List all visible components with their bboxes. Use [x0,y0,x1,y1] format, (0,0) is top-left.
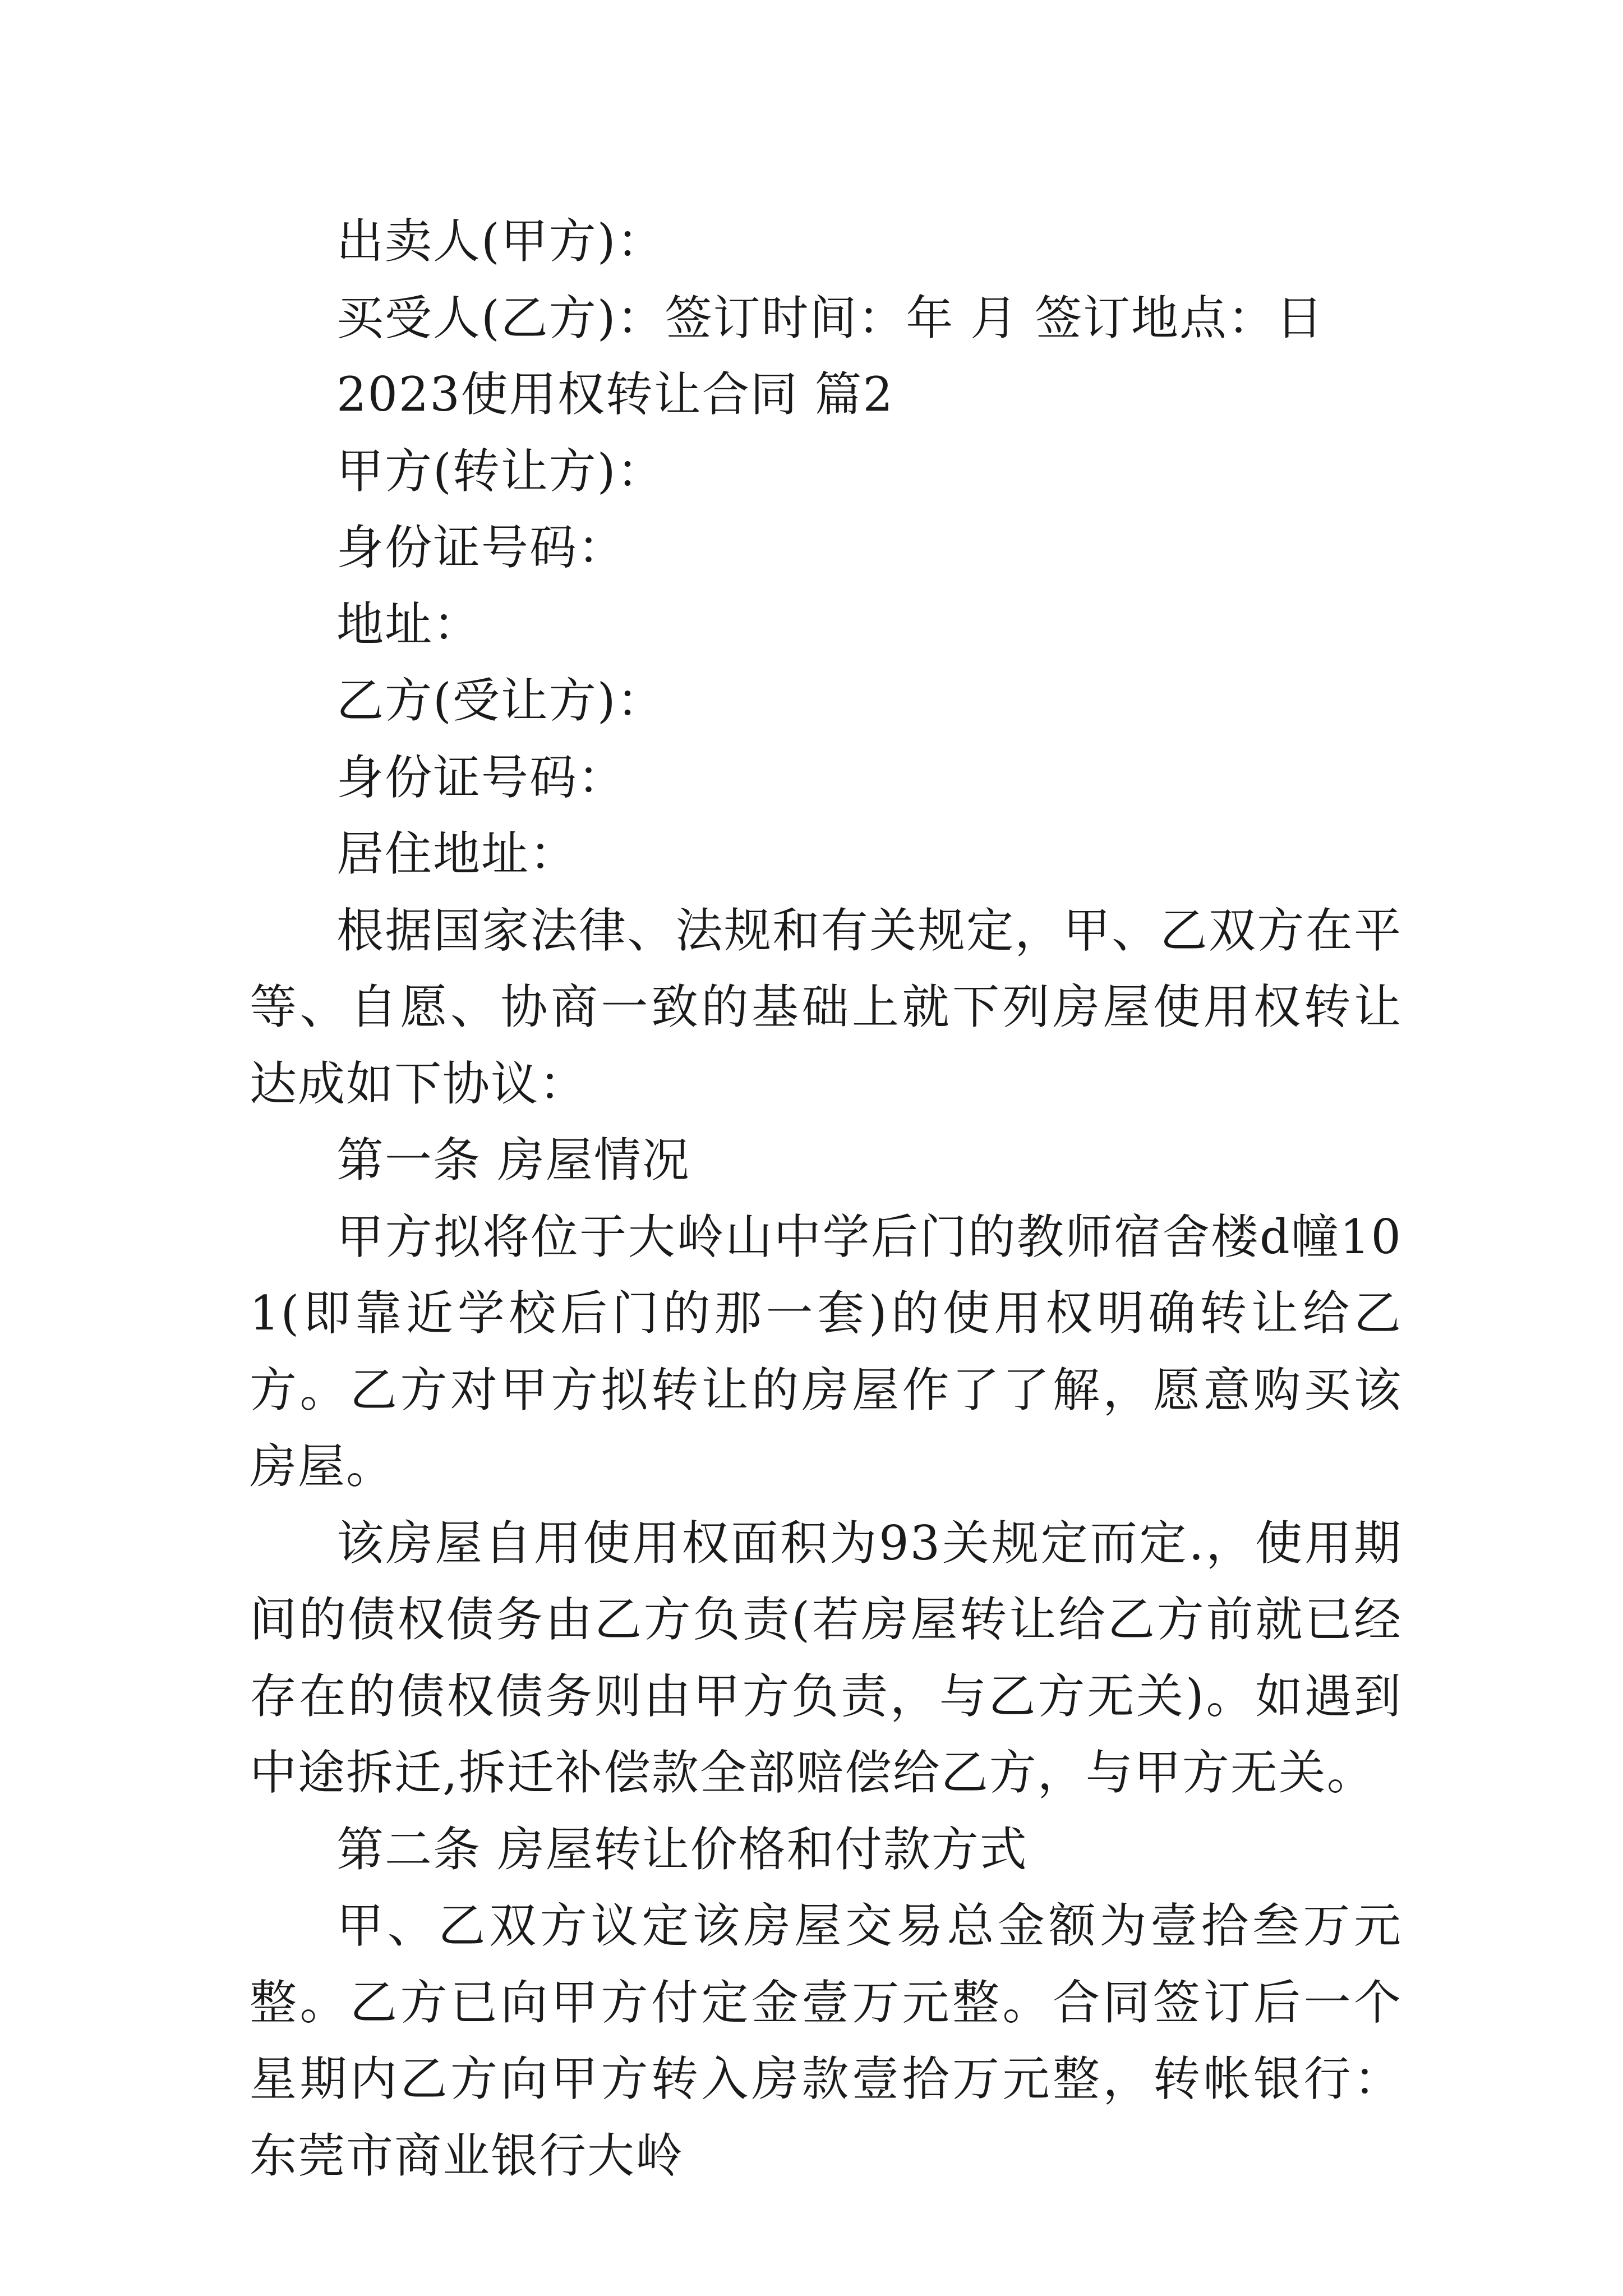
seller-line: 出卖人(甲方)： [336,214,665,269]
party-b-line: 乙方(受让方)： [336,673,665,728]
contract-heading: 2023使用权转让合同 篇2 [336,367,894,422]
party-a-address-line: 地址： [336,596,482,652]
party-b-address-line: 居住地址： [336,826,578,881]
article-1-paragraph-2: 该房屋自用使用权面积为93关规定而定.，使用期间的债权债务由乙方负责(若房屋转让给乙方前就已经存在的债权债务则由甲方负责，与乙方无关)。如遇到中途拆迁,拆迁补偿款全部赔偿给乙方，与甲方无关。 [250,1515,1402,1800]
article-2-paragraph-1: 甲、乙双方议定该房屋交易总金额为壹拾叁万元整。乙方已向甲方付定金壹万元整。合同签订后一个星期内乙方向甲方转入房款壹拾万元整，转帐银行：东莞市商业银行大岭 [250,1898,1402,2183]
contract-body [250,203,1402,2194]
article-1-title: 第一条 房屋情况 [336,1133,690,1188]
article-1-paragraph-1: 甲方拟将位于大岭山中学后门的教师宿舍楼d幢101(即靠近学校后门的那一套)的使用权明确转让给乙方。乙方对甲方拟转让的房屋作了了解，愿意购买该房屋。 [250,1209,1402,1494]
party-a-id-line: 身份证号码： [336,520,626,575]
preamble-paragraph: 根据国家法律、法规和有关规定，甲、乙双方在平等、自愿、协商一致的基础上就下列房屋使用权转让达成如下协议： [250,903,1402,1111]
article-2-title: 第二条 房屋转让价格和付款方式 [336,1821,1028,1877]
party-a-line: 甲方(转让方)： [336,443,665,499]
party-b-id-line: 身份证号码： [336,749,626,805]
buyer-signing-line: 买受人(乙方)：签订时间：年 月 签订地点：日 [336,290,1324,346]
